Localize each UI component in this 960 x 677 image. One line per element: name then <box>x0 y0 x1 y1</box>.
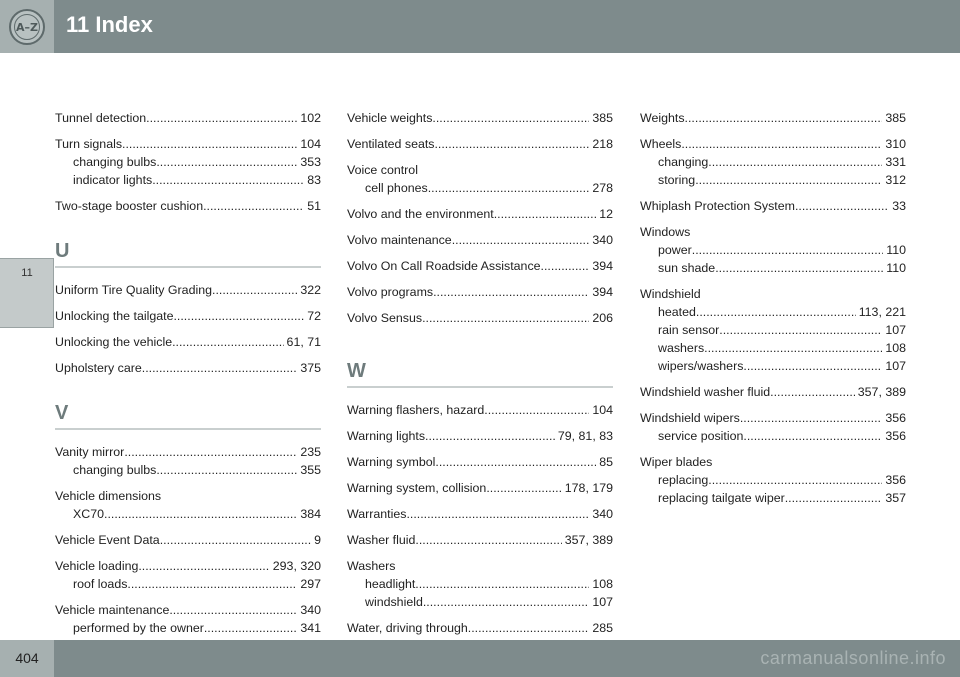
index-subentry: performed by the owner ..... 341 <box>55 620 321 636</box>
index-entry: Vehicle maintenance ..... 340 <box>55 602 321 618</box>
index-entry: Uniform Tire Quality Grading ..... 322 <box>55 282 321 298</box>
letter-heading-w <box>347 360 613 388</box>
index-entry: Unlocking the vehicle ..... 61, 71 <box>55 334 321 350</box>
page-number: 404 <box>15 650 39 666</box>
index-subentry: windshield ..... 107 <box>347 594 613 610</box>
index-entry-heading: Washers <box>347 559 396 573</box>
index-entry: Volvo programs ..... 394 <box>347 284 613 300</box>
letter-heading-text: W <box>347 360 366 382</box>
letter-heading-text: V <box>55 402 69 424</box>
index-entry: Volvo Sensus ..... 206 <box>347 310 613 326</box>
index-entry: Washer fluid ..... 357, 389 <box>347 532 613 548</box>
index-subentry: indicator lights ..... 83 <box>55 172 321 188</box>
index-entry: Warning lights ..... 79, 81, 83 <box>347 428 613 444</box>
index-subentry: headlight ..... 108 <box>347 576 613 592</box>
index-subentry: replacing tailgate wiper ..... 357 <box>640 490 906 506</box>
index-subentry: washers ..... 108 <box>640 340 906 356</box>
index-entry-heading: Windows <box>640 225 691 239</box>
index-entry: Windshield wipers ..... 356 <box>640 410 906 426</box>
index-entry: Volvo maintenance ..... 340 <box>347 232 613 248</box>
index-entry: Vehicle loading ..... 293, 320 <box>55 558 321 574</box>
index-entry: Vehicle Event Data ..... 9 <box>55 532 321 548</box>
index-entry: Water, driving through ..... 285 <box>347 620 613 636</box>
index-subentry: XC70 ..... 384 <box>55 506 321 522</box>
chapter-tab-label: 11 <box>21 267 33 279</box>
index-subentry: changing bulbs ..... 353 <box>55 154 321 170</box>
index-subentry: sun shade ..... 110 <box>640 260 906 276</box>
index-entry: Weights ..... 385 <box>640 110 906 126</box>
watermark: carmanualsonline.info <box>760 648 946 668</box>
index-entry: Two-stage booster cushion ..... 51 <box>55 198 321 214</box>
index-subentry: power ..... 110 <box>640 242 906 258</box>
index-subentry: rain sensor ..... 107 <box>640 322 906 338</box>
index-subentry: service position ..... 356 <box>640 428 906 444</box>
index-subentry: cell phones ..... 278 <box>347 180 613 196</box>
index-entry: Tunnel detection ..... 102 <box>55 110 321 126</box>
index-entry: Whiplash Protection System ..... 33 <box>640 198 906 214</box>
index-entry-heading: Wiper blades <box>640 455 713 469</box>
letter-heading-text: U <box>55 240 70 262</box>
index-entry: Volvo On Call Roadside Assistance ..... 394 <box>347 258 613 274</box>
index-entry: Unlocking the tailgate ..... 72 <box>55 308 321 324</box>
index-entry: Volvo and the environment ..... 12 <box>347 206 613 222</box>
header-tab <box>0 0 54 53</box>
index-entry: Vehicle weights ..... 385 <box>347 110 613 126</box>
index-subentry: heated ..... 113, 221 <box>640 304 906 320</box>
page-title: 11 Index <box>66 12 153 37</box>
index-subentry: roof loads ..... 297 <box>55 576 321 592</box>
index-column-3 <box>640 110 906 506</box>
index-entry-heading: Voice control <box>347 163 418 177</box>
index-entry: Windshield washer fluid ..... 357, 389 <box>640 384 906 400</box>
index-column-2 <box>347 110 613 662</box>
page-header <box>0 0 960 53</box>
index-entry: Upholstery care ..... 375 <box>55 360 321 376</box>
letter-divider <box>55 428 321 430</box>
index-entry: Turn signals ..... 104 <box>55 136 321 152</box>
index-subentry: replacing ..... 356 <box>640 472 906 488</box>
index-entry: Wheels ..... 310 <box>640 136 906 152</box>
footer-tab <box>0 640 54 677</box>
letter-divider <box>347 386 613 388</box>
index-entry: Warranties ..... 340 <box>347 506 613 522</box>
index-subentry: changing ..... 331 <box>640 154 906 170</box>
index-subentry: changing bulbs ..... 355 <box>55 462 321 478</box>
a-to-z-icon <box>9 9 45 45</box>
index-subentry: wipers/washers ..... 107 <box>640 358 906 374</box>
letter-heading-u <box>55 240 321 268</box>
letter-divider <box>55 266 321 268</box>
index-entry-heading: Vehicle dimensions <box>55 489 162 503</box>
index-entry: Warning system, collision ..... 178, 179 <box>347 480 613 496</box>
index-entry: Warning symbol ..... 85 <box>347 454 613 470</box>
index-entry: Ventilated seats ..... 218 <box>347 136 613 152</box>
index-entry: Warning flashers, hazard ..... 104 <box>347 402 613 418</box>
index-column-1 <box>55 110 321 636</box>
side-strip <box>0 53 54 640</box>
index-entry-heading: Windshield <box>640 287 701 301</box>
letter-heading-v <box>55 402 321 430</box>
a-to-z-icon-text: A–Z <box>16 20 38 34</box>
index-subentry: storing ..... 312 <box>640 172 906 188</box>
page-footer <box>0 640 960 677</box>
chapter-tab <box>0 258 54 328</box>
index-entry: Vanity mirror ..... 235 <box>55 444 321 460</box>
